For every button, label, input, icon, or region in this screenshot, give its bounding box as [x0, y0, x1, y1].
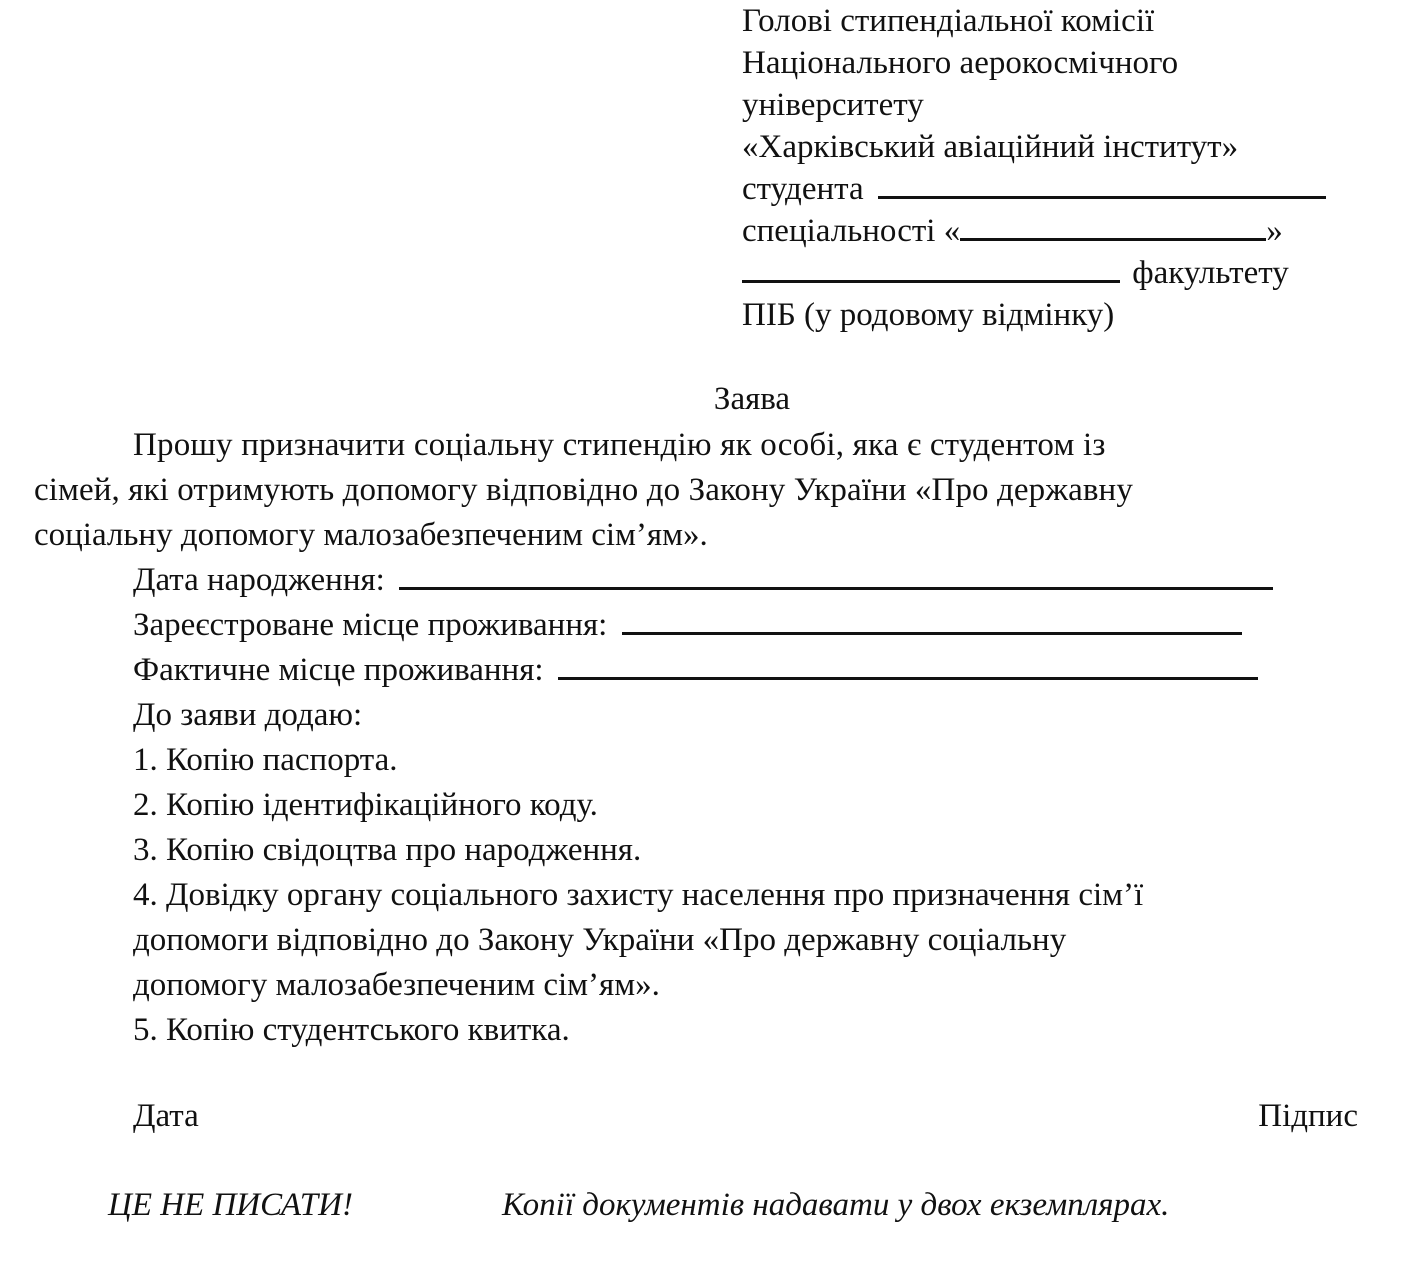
- actual-address-blank[interactable]: [558, 651, 1258, 680]
- specialty-prefix: спеціальності «: [742, 213, 961, 249]
- note-do-not-write: ЦЕ НЕ ПИСАТИ!: [108, 1187, 353, 1223]
- student-label: студента: [742, 171, 864, 207]
- student-name-blank[interactable]: [878, 170, 1326, 199]
- addressee-line: Національного аерокосмічного: [742, 45, 1179, 81]
- document-title: Заява: [713, 381, 791, 417]
- specialty-suffix: »: [1266, 213, 1283, 249]
- name-hint: ПІБ (у родовому відмінку): [742, 297, 1115, 333]
- attachment-item: 5. Копію студентського квитка.: [133, 1012, 570, 1048]
- actual-address-label: Фактичне місце проживання:: [133, 652, 544, 688]
- birth-date-blank[interactable]: [399, 561, 1273, 590]
- attachment-item-continued: допомоги відповідно до Закону України «Про державну соціальну: [133, 922, 1067, 958]
- paragraph-line: сімей, які отримують допомогу відповідно до Закону України «Про державну: [34, 472, 1133, 508]
- note-copies: Копії документів надавати у двох екземплярах.: [502, 1187, 1170, 1223]
- attachment-item: 3. Копію свідоцтва про народження.: [133, 832, 642, 868]
- birth-date-label: Дата народження:: [133, 562, 385, 598]
- attachment-item: 4. Довідку органу соціального захисту населення про призначення сім’ї: [133, 877, 1144, 913]
- registered-address-row: [133, 604, 1242, 646]
- faculty-row: [742, 252, 1289, 294]
- birth-date-row: [133, 559, 1273, 601]
- signature-label: Підпис: [1258, 1098, 1358, 1134]
- attachments-label: До заяви додаю:: [133, 697, 363, 733]
- student-row: [742, 168, 1326, 210]
- specialty-row: [742, 210, 1283, 252]
- attachment-item-continued: допомогу малозабезпеченим сім’ям».: [133, 967, 660, 1003]
- addressee-line: університету: [742, 87, 924, 123]
- specialty-blank[interactable]: [960, 212, 1266, 241]
- actual-address-row: [133, 649, 1258, 691]
- paragraph-line: Прошу призначити соціальну стипендію як особі, яка є студентом із: [133, 427, 1106, 463]
- addressee-line: «Харківський авіаційний інститут»: [742, 129, 1239, 165]
- registered-address-blank[interactable]: [622, 606, 1242, 635]
- faculty-blank[interactable]: [742, 254, 1120, 283]
- date-label: Дата: [133, 1098, 199, 1134]
- registered-address-label: Зареєстроване місце проживання:: [133, 607, 608, 643]
- faculty-label: факультету: [1132, 255, 1289, 291]
- attachment-item: 1. Копію паспорта.: [133, 742, 398, 778]
- paragraph-line: соціальну допомогу малозабезпеченим сім’ям».: [34, 517, 708, 553]
- addressee-line: Голові стипендіальної комісії: [742, 3, 1155, 39]
- attachment-item: 2. Копію ідентифікаційного коду.: [133, 787, 598, 823]
